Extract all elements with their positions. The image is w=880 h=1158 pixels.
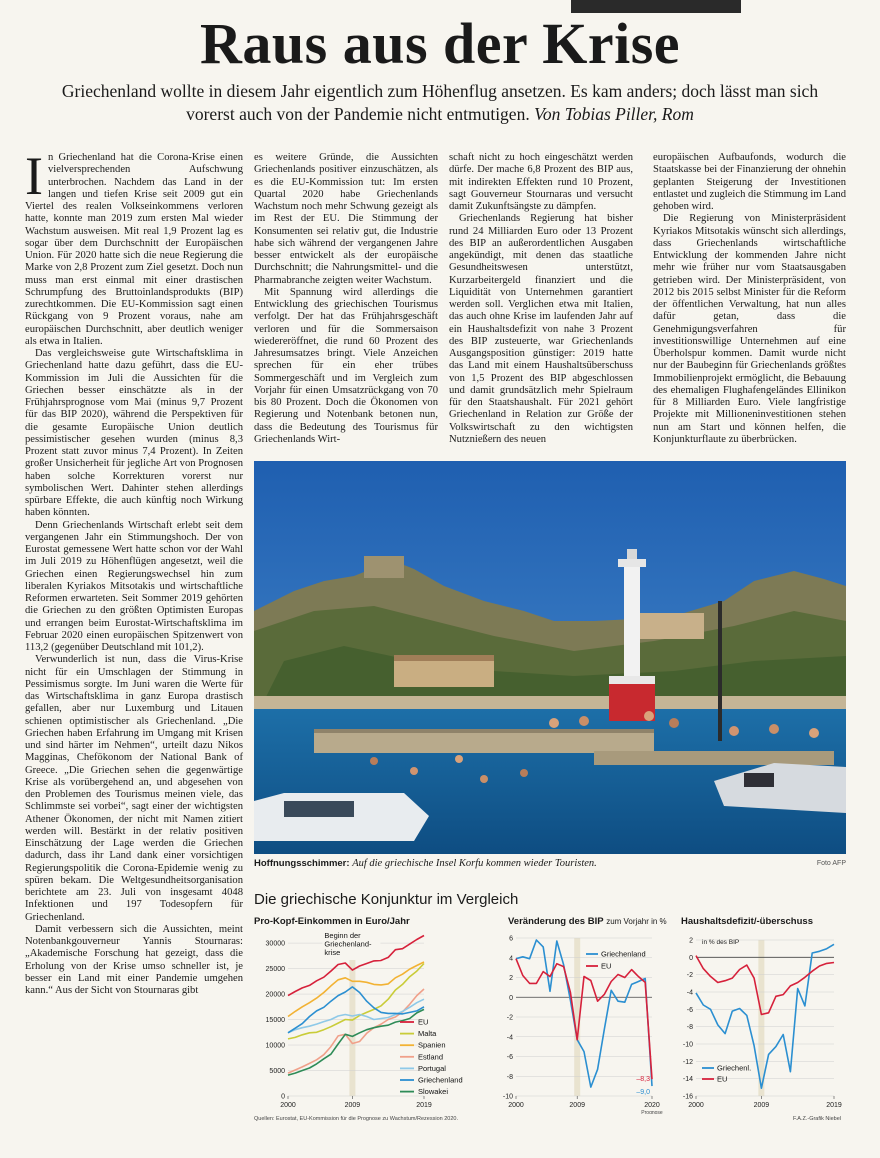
legend-label: EU — [717, 1074, 728, 1084]
article-paragraph: es weitere Gründe, die Aussichten Griechenlands positiver einzuschätzen, als es die EU-Kommission tut: Im ersten Quartal 2020 habe Griechenlands Wachstum noch mehr Schwung gezeigt als im Rest der EU. Die Stimmung der Konsumenten sei relativ gut, die Industrie habe sich während der vergangenen Jahre besser entwickelt als der europäische Durchschnitt; die Nahrungsmittel- und die Pharmabranche zeigten weiter Wachstum. — [254, 152, 438, 286]
legend-label: Portugal — [418, 1063, 446, 1073]
lead-sentence: Griechenland wollte in diesem Jahr eigentlich zum Höhenflug ansetzen. Es kam anders; doch lässt man sich vorerst auch von der Pandemie nicht entmutigen. — [61, 81, 819, 124]
chart3-title: Haushaltsdefizit/-überschuss — [681, 916, 813, 927]
eu-end-label: –8,3 — [636, 1076, 650, 1084]
chart2-title — [508, 916, 667, 927]
photo-illustration — [254, 461, 846, 854]
gdp-change-chart — [500, 928, 670, 1114]
y-tick-label: 5000 — [269, 1068, 285, 1076]
x-note: Prognose — [641, 1110, 663, 1114]
y-tick-label: -6 — [506, 1054, 513, 1061]
y-tick-label: -4 — [686, 989, 693, 997]
charts-heading: Die griechische Konjunktur im Vergleich — [254, 891, 519, 908]
y-tick-label: 0 — [689, 954, 693, 962]
legend-label: EU — [418, 1017, 429, 1027]
lead-text — [40, 80, 840, 126]
legend-label: Griechenland — [418, 1075, 463, 1085]
article-column-4 — [653, 152, 846, 446]
article-paragraph: Griechenlands Regierung hat bisher rund 24 Milliarden Euro oder 13 Prozent des BIP an außerordentlichen Ausgaben angekündigt, mit denen das staatliche Gesundheitswesen unterstützt, Kurzarbeitergeld finanziert und die Liquidität von Unternehmen garantiert werden soll. Verglichen etwa mit Italien, das auch ohne Krise im laufenden Jahr auf ein Haushaltsdefizit von nahe 3 Prozent des BIP zusteuerte, war Griechenlands Ausgangsposition günstiger: 2019 hatte das Land mit einem Haushaltsüberschuss von 1,5 Prozent des BIP abgeschlossen und damit grundsätzlich mehr Spielraum für den Staatshaushalt. Für 2021 gehört Griechenland in Relation zur Größe der Volkswirtschaft zu den wichtigsten Nutznießern des neuen — [449, 213, 633, 445]
y-tick-label: -10 — [682, 1041, 693, 1049]
y-tick-label: -6 — [686, 1006, 693, 1014]
series-line-eu — [696, 956, 834, 1015]
chart2-subtitle: zum Vorjahr in % — [606, 917, 667, 926]
x-tick-label: 2009 — [569, 1102, 585, 1109]
legend-label: Griechenl. — [717, 1063, 752, 1073]
y-tick-label: -10 — [502, 1093, 513, 1101]
deficit-chart — [672, 928, 848, 1114]
legend-label: Slowakei — [418, 1087, 449, 1097]
article-paragraph — [25, 146, 243, 348]
x-tick-label: 2000 — [688, 1102, 704, 1109]
series-line-malta — [288, 964, 424, 1039]
legend-label: EU — [601, 961, 612, 971]
paragraph-text: n Griechenland hat die Corona-Krise einen vielversprechenden Aufschwung unterbrochen. Nachdem das Land in der langen und tiefen Krise seit 2009 gut ein Viertel des realen Volkseinkommens verloren hatte, konnte man 2019 zum ersten Mal wieder Wachstum ausweisen. Mit real 1,9 Prozent lag es sogar über dem Durchschnitt der Europäischen Union. Für 2020 hatte sich die neue Regierung die Marke von 2,8 Prozent zum Ziel gesetzt. Doch nun muss man erst einmal mit einer drastischen Schrumpfung des Bruttoinlandsprodukts (BIP) zurechtkommen. Die EU-Kommission sagt einen Rückgang von 9 Prozent voraus, nahe am europäischen Durchschnitt, aber deutlich weniger als etwa in Italien. — [25, 152, 243, 347]
annotation-label: Beginn der Griechenland-krise — [324, 931, 372, 957]
headline: Raus aus der Krise — [199, 11, 681, 76]
y-tick-label: 25000 — [265, 966, 285, 974]
article-column-3 — [449, 152, 633, 446]
y-tick-label: 2 — [689, 937, 693, 945]
y-tick-label: 6 — [509, 935, 513, 943]
chart2-title-main: Veränderung des BIP — [508, 916, 604, 927]
y-tick-label: 2 — [509, 975, 513, 982]
x-tick-label: 2009 — [344, 1102, 361, 1109]
article-paragraph: europäischen Aufbaufonds, wodurch die Staatskasse bei der Finanzierung der ohnehin geplanten Steigerung der Investitionen entlastet und zugleich die Stimmung im Land gehoben wird. — [653, 152, 847, 212]
article-paragraph: Denn Griechenlands Wirtschaft erlebt seit dem vergangenen Jahr ein Stimmungshoch. Der von Eurostat gemessene Wert hatte schon vor der Wahl im Juli 2019 zu Höhenflügen angesetzt, weil die Griechen einen Regierungswechsel hin zum liberalen Kyriakos Mitsotakis und wirtschaftliche Reformen erwarteten. Seit Sommer 2019 gehörten die Griechen zu den größten Optimisten Europas und errangen beim Eurostat-Wirtschaftsklima im Februar 2020 einen europäischen Spitzenwert von 113,2 (gegenüber Deutschland mit 101,2). — [25, 519, 243, 653]
article-paragraph: Verwunderlich ist nun, dass die Virus-Krise nicht für ein Umschlagen der Stimmung in Pessimismus sorgte. Im Juni waren die Werte für das Wirtschaftsklima in ganz Europa drastisch gefallen, aber nur Luxemburg und Litauen schienen optimistischer als Griechenland. „Die Griechen haben Erfahrung im Umgang mit Krisen und sind härter im Nehmen“, urteilt dazu Nikos Magginas, Chefökonom der National Bank of Greece. „Die Griechen sehen die gegenwärtige Krise als vorübergehend an, und abgesehen von den Problemen des Tourismus meinen viele, das Schlimmste sei vorbei“, sagt einer der wichtigsten Athener Ökonomen, der nicht mit Namen zitiert werden will. Bestärkt in der relativ positiven Einschätzung der Lage werden die Griechen dadurch, dass ihr Land dank einer vorsichtigen Regierungspolitik die Corona-Epidemie wenig zu spüren bekam. Die Weltgesundheitsorganisation berichtete am 23. Juli von insgesamt 4048 Infektionen und 197 Todesopfern für Griechenland. — [25, 654, 243, 923]
x-tick-label: 2019 — [416, 1102, 432, 1109]
y-tick-label: 0 — [281, 1093, 285, 1101]
legend-label: Griechenland — [601, 949, 646, 959]
y-tick-label: -12 — [682, 1058, 693, 1066]
photo-caption — [254, 858, 846, 869]
legend-label: Malta — [418, 1029, 437, 1039]
x-tick-label: 2020 — [644, 1102, 660, 1109]
y-tick-label: -2 — [506, 1014, 513, 1022]
article-paragraph: schaft nicht zu hoch eingeschätzt werden dürfe. Der mache 6,8 Prozent des BIP aus, mit indirekten Effekten rund 10 Prozent, sagt Gouverneur Stournaras und versucht damit Zukunftsängste zu dämpfen. — [449, 152, 633, 212]
legend-label: Spanien — [418, 1040, 446, 1050]
y-tick-label: -2 — [686, 972, 693, 980]
article-paragraph: Die Regierung von Ministerpräsident Kyriakos Mitsotakis wünscht sich allerdings, dass Griechenlands wirtschaftliche Entwicklung der kommenden Jahre nicht mehr wie früher nur vom Staatsausgaben getrieben wird. Der Ministerpräsident, von 2012 bis 2015 selbst Minister für die Reform der öffentlichen Verwaltung, hat nun alles dafür getan, dass die Genehmigungsverfahren für investitionswillige Unternehmen auf eine Überholspur kommen. Damit wurde nicht nur der Baubeginn für Griechenlands größtes Immobilienprojekt ermöglicht, die Bebauung des ehemaligen Flughafengeländes Ellinikon für 8 Milliarden Euro. Viele langfristige Projekte mit Millioneninvestitionen stehen nun am Start und können helfen, die Konjunkturflaute zu überbrücken. — [653, 213, 846, 445]
x-tick-label: 2000 — [280, 1102, 296, 1109]
y-tick-label: 30000 — [265, 940, 285, 948]
photo-credit: Foto AFP — [816, 860, 846, 867]
article-column-1 — [25, 146, 243, 997]
article-paragraph: Mit Spannung wird allerdings die Entwicklung des griechischen Tourismus verfolgt. Der hat das Frühjahrsgeschäft verloren und für die Sommersaison wiedereröffnet, die rund 60 Prozent des Jahresumsatzes bringt. Viele Anzeichen sprechen für ein eher trübes Sommergeschäft und im Vergleich zum Vorjahr für einen Umsatzrückgang von 70 bis 80 Prozent. Doch die Ökonomen von Regierung und Notenbank betonen nun, dass die Bedeutung des Tourismus für Griechenlands Wirt- — [254, 286, 438, 445]
byline: Von Tobias Piller, Rom — [534, 104, 694, 124]
greece-end-label: –9,0 — [636, 1089, 650, 1097]
crisis-band — [349, 938, 355, 1096]
y-tick-label: -16 — [682, 1093, 693, 1101]
caption-text: Auf die griechische Insel Korfu kommen wieder Touristen. — [352, 858, 597, 869]
drop-cap: I — [25, 146, 43, 206]
graphic-credit: F.A.Z.-Grafik Niebel — [793, 1116, 841, 1122]
x-tick-label: 2000 — [508, 1102, 524, 1109]
legend-label: Estland — [418, 1052, 444, 1062]
y-tick-label: -8 — [686, 1024, 693, 1032]
caption-label: Hoffnungsschimmer: — [254, 858, 350, 869]
y-tick-label: 15000 — [265, 1017, 285, 1025]
article-paragraph: Damit verbessern sich die Aussichten, meint Notenbankgouverneur Yannis Stournaras: „Akademische Forschung hat gezeigt, dass die Erholung von der Krise umso schneller ist, je besser ein Land mit einer Pandemie umgehen kann.“ Aus der Sicht von Stournaras gibt — [25, 923, 243, 996]
article-column-2 — [254, 152, 438, 446]
y-tick-label: -14 — [682, 1076, 693, 1084]
chart-source: Quellen: Eurostat, EU-Kommission für die Prognose zu Wachstum/Rezession 2020. — [254, 1116, 458, 1122]
x-tick-label: 2009 — [753, 1102, 770, 1109]
y-tick-label: 0 — [509, 994, 513, 1002]
unit-label: in % des BIP — [702, 939, 740, 946]
income-chart — [254, 928, 498, 1114]
corfu-harbour-photo — [254, 461, 846, 854]
series-line-griechenland — [516, 940, 652, 1087]
y-tick-label: 20000 — [265, 991, 285, 999]
x-tick-label: 2019 — [826, 1102, 842, 1109]
series-line-estland — [288, 989, 424, 1073]
y-tick-label: 4 — [509, 955, 513, 963]
y-tick-label: -8 — [506, 1073, 513, 1081]
series-line-eu — [516, 959, 652, 1079]
y-tick-label: 10000 — [265, 1042, 285, 1050]
article-paragraph: Das vergleichsweise gute Wirtschaftsklima in Griechenland hatte dazu geführt, dass die EU-Kommission im Juli die Aussichten für die Griechen besser einschätzte als in der Frühjahrsprognose vom Mai (minus 9,7 Prozent für das BIP 2020), während die Perspektiven für die gesamte Europäische Union deutlich pessimistischer gesehen wurden (minus 8,3 Prozent statt zuvor minus 7,4 Prozent). In Zeiten großer Unsicherheit für jegliche Art von Prognosen haben solche Korrekturen vorerst nur symbolischen Wert. Dahinter stehen allerdings spürbare Effekte, die auch künftig noch Wirkung haben könnten. — [25, 348, 243, 519]
y-tick-label: -4 — [506, 1034, 513, 1042]
chart1-title: Pro-Kopf-Einkommen in Euro/Jahr — [254, 916, 410, 927]
